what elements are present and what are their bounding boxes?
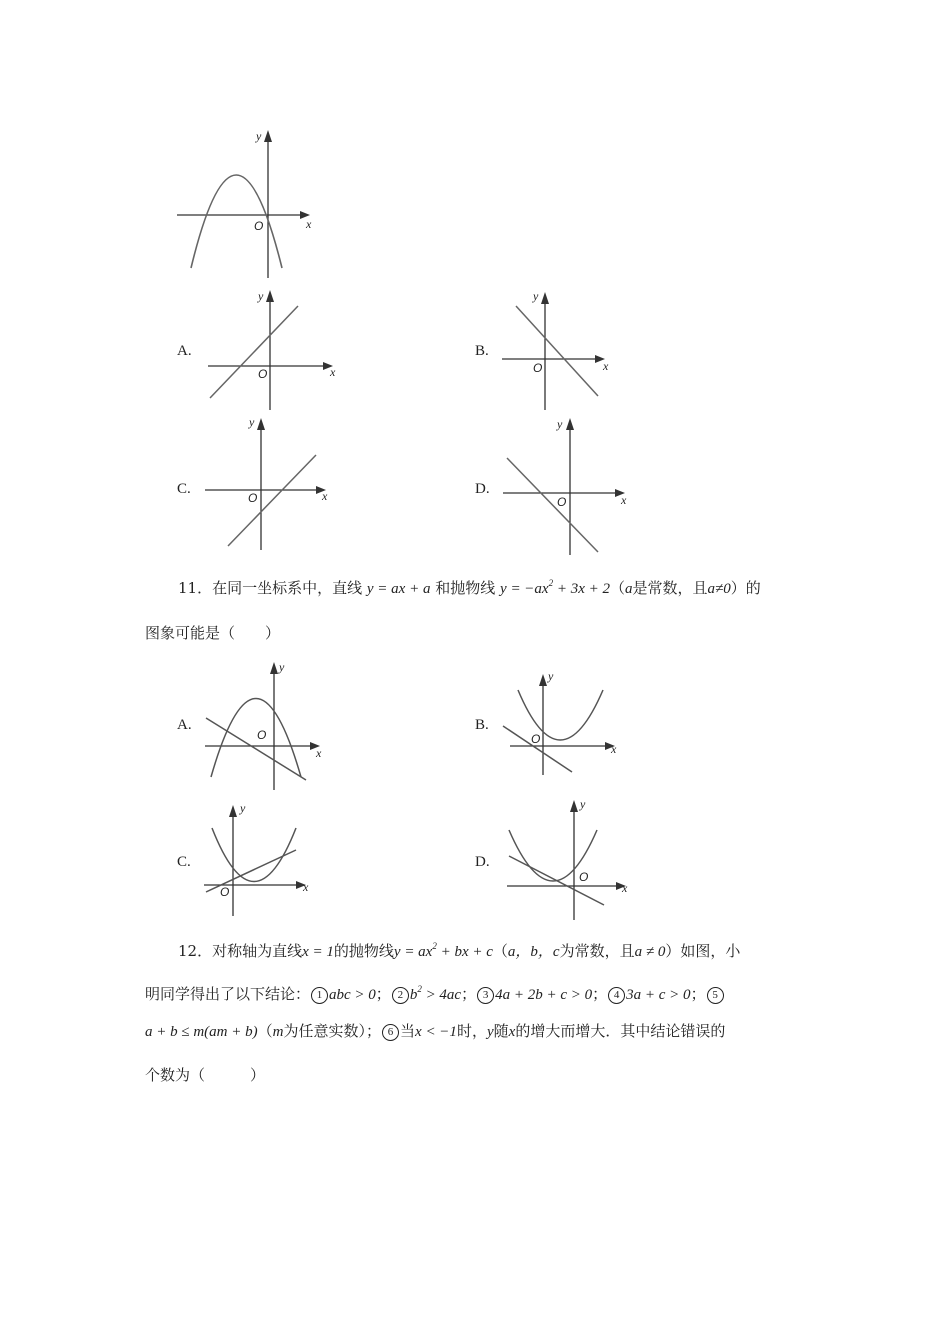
origin-label: O bbox=[533, 361, 543, 375]
q11-option-c-label[interactable]: C. bbox=[177, 854, 191, 870]
x-axis-label: x bbox=[330, 365, 336, 379]
q11-option-b-label[interactable]: B. bbox=[475, 717, 489, 733]
q11-line-1: 11．在同一坐标系中，直线 y = ax + a 和抛物线 $y = -ax^2 + 3x + 2(a$是常数，且a≠0）的 bbox=[178, 578, 761, 597]
q10-option-d-label[interactable]: D. bbox=[475, 481, 490, 497]
q10-option-c-label[interactable]: C. bbox=[177, 481, 191, 497]
q11-parabola-equation: $y = -ax^2 + 3x + 2$ bbox=[500, 578, 610, 597]
q12-line-2: 明同学得出了以下结论： 1 abc > 0； 2 $b^2 > 4ac$； 3 4a + 2b + c > 0； 4 3a + c > 0； 5 bbox=[145, 983, 725, 1006]
y-axis-label: y bbox=[557, 417, 563, 431]
conclusion-1-marker: 1 bbox=[311, 987, 328, 1004]
q11-line-2: 图象可能是（ ） bbox=[145, 624, 281, 642]
y-axis-label: y bbox=[548, 669, 554, 683]
q11-option-d-label[interactable]: D. bbox=[475, 854, 490, 870]
origin-label: O bbox=[220, 885, 230, 899]
q11-line-equation: y = ax + a bbox=[366, 581, 431, 597]
x-axis-label: x bbox=[303, 880, 309, 894]
x-axis-label: x bbox=[622, 881, 628, 895]
y-axis-label: y bbox=[258, 289, 264, 303]
q12-line-3: a + b ≤ m(am + b)（m为任意实数）； 6 当x < −1时，y随x的增大而增大．其中结论错误的 bbox=[145, 1022, 726, 1040]
x-axis-label: x bbox=[603, 359, 609, 373]
y-axis-label: y bbox=[533, 289, 539, 303]
q12-line-1: 12．对称轴为直线x = 1的抛物线$y = ax^2$ + bx + c（a，b，c为常数，且a ≠ 0）如图，小 bbox=[178, 941, 741, 960]
x-axis-label: x bbox=[306, 217, 312, 231]
conclusion-5-marker: 5 bbox=[707, 987, 724, 1004]
y-axis-label: y bbox=[240, 801, 246, 815]
q10-option-b-label[interactable]: B. bbox=[475, 343, 489, 359]
origin-label: O bbox=[254, 219, 264, 233]
q12-line-4: 个数为（ ） bbox=[145, 1066, 266, 1084]
origin-label: O bbox=[531, 732, 541, 746]
origin-label: O bbox=[579, 870, 589, 884]
q10-option-a-label[interactable]: A. bbox=[177, 343, 192, 359]
x-axis-label: x bbox=[322, 489, 328, 503]
x-axis-label: x bbox=[621, 493, 627, 507]
y-axis-label: y bbox=[249, 415, 255, 429]
origin-label: O bbox=[258, 367, 268, 381]
y-axis-label: y bbox=[279, 660, 285, 674]
origin-label: O bbox=[557, 495, 567, 509]
conclusion-4-marker: 4 bbox=[608, 987, 625, 1004]
x-axis-label: x bbox=[611, 742, 617, 756]
conclusion-3-marker: 3 bbox=[477, 987, 494, 1004]
y-axis-label: y bbox=[256, 129, 262, 143]
y-axis-label: y bbox=[580, 797, 586, 811]
q11-option-a-label[interactable]: A. bbox=[177, 717, 192, 733]
conclusion-2-marker: 2 bbox=[392, 987, 409, 1004]
origin-label: O bbox=[257, 728, 267, 742]
conclusion-6-marker: 6 bbox=[382, 1024, 399, 1041]
origin-label: O bbox=[248, 491, 258, 505]
x-axis-label: x bbox=[316, 746, 322, 760]
